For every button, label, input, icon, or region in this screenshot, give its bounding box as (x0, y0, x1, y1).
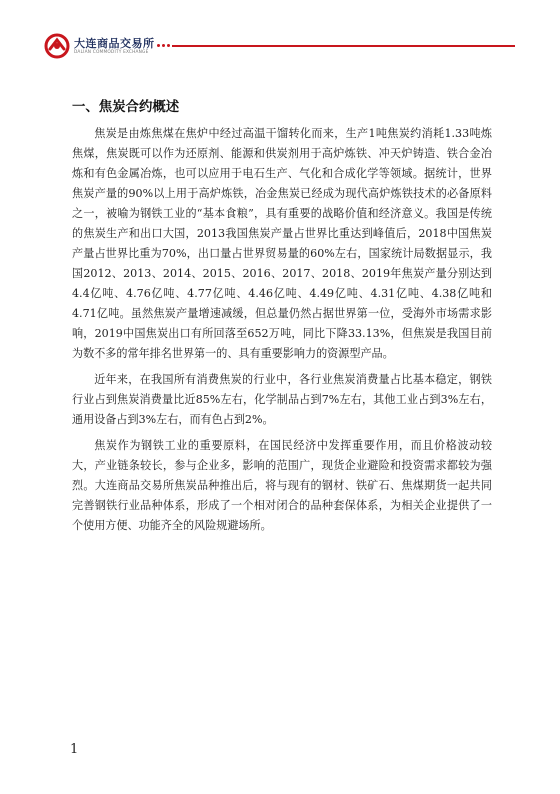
header-rule (172, 45, 515, 47)
section-title: 一、焦炭合约概述 (72, 100, 180, 115)
paragraph-futures-role: 焦炭作为钢铁工业的重要原料，在国民经济中发挥重要作用，而且价格波动较大，产业链条较长，参与企业多，影响的范围广，现货企业避险和投资需求都较为强烈。大连商品交易所焦炭品种推出后，将与现有的钢材、铁矿石、焦煤期货一起共同完善钢铁行业品种体系，形成了一个相对闭合的品种套保体系，为相关企业提供了一个使用方便、功能齐全的风险规避场所。 (72, 439, 492, 532)
exchange-logo-icon (44, 33, 70, 59)
page-header (0, 0, 560, 60)
paragraph-consumption: 近年来，在我国所有消费焦炭的行业中，各行业焦炭消费量占比基本稳定，钢铁行业占到焦炭消费量比近85%左右，化学制品占到7%左右，其他工业占到3%左右，通用设备占到3%左右，而有色占到2%。 (72, 373, 492, 426)
logo-name: 大连商品交易所 (74, 37, 155, 50)
body-text (72, 124, 492, 536)
page-number: 1 (70, 742, 79, 757)
paragraph-coke-overview: 焦炭是由炼焦煤在焦炉中经过高温干馏转化而来，生产1吨焦炭约消耗1.33吨炼焦煤，焦炭既可以作为还原剂、能源和供炭剂用于高炉炼铁、冲天炉铸造、铁合金冶炼和有色金属冶炼，也可以应用于电石生产、气化和合成化学等领域。据统计，世界焦炭产量的90%以上用于高炉炼铁，冶金焦炭已经成为现代高炉炼铁技术的必备原料之一，被喻为钢铁工业的“基本食粮”，具有重要的战略价值和经济意义。我国是传统的焦炭生产和出口大国，2013我国焦炭产量占世界比重达到峰值后，2018中国焦炭产量占世界比重为70%，出口量占世界贸易量的60%左右，国家统计局数据显示，我国2012、2013、2014、2015、2016、2017、2018、2019年焦炭产量分别达到4.4亿吨、4.76亿吨、4.77亿吨、4.46亿吨、4.49亿吨、4.31亿吨、4.38亿吨和4.71亿吨。虽然焦炭产量增速减缓，但总量仍然占据世界第一位，受海外市场需求影响，2019中国焦炭出口有所回落至652万吨，同比下降33.13%，但焦炭是我国目前为数不多的常年排名世界第一的、具有重要影响力的资源型产品。 (72, 127, 492, 360)
logo-english-name: DALIAN COMMODITY EXCHANGE (74, 50, 149, 55)
header-rule-dots (157, 44, 171, 48)
